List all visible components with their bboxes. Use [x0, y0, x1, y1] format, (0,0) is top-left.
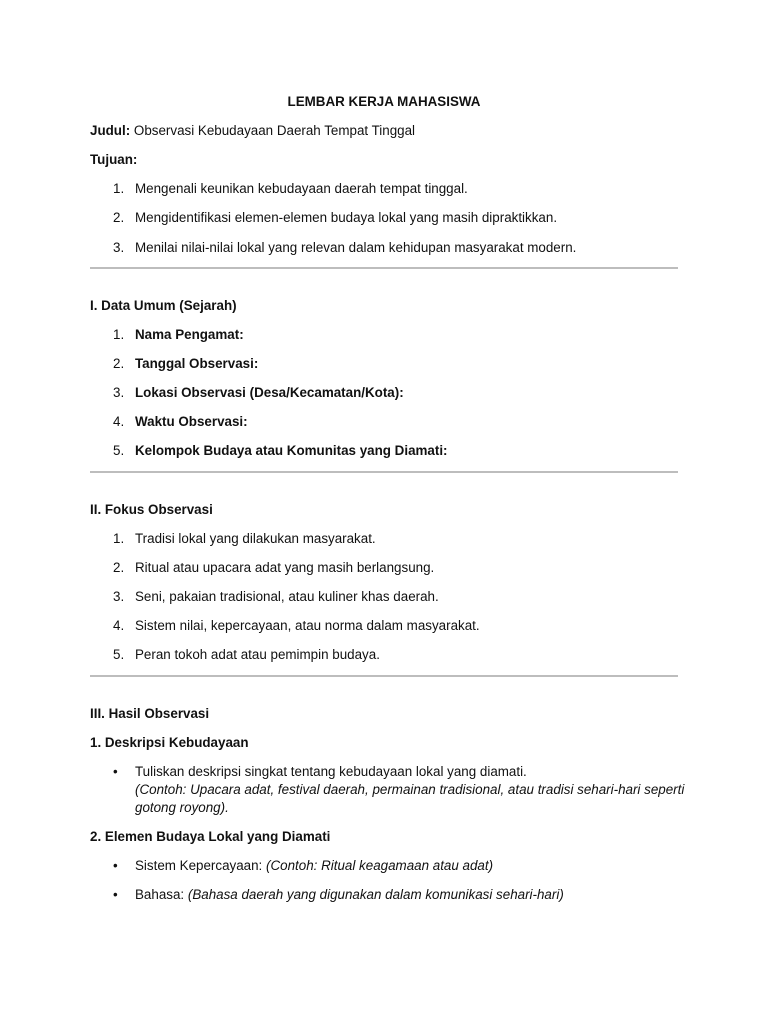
data-umum-item: Waktu Observasi: [135, 414, 248, 429]
fokus-item: Seni, pakaian tradisional, atau kuliner khas daerah. [135, 589, 439, 604]
judul-value: Observasi Kebudayaan Daerah Tempat Tinggal [133, 123, 416, 138]
list-number: 3. [113, 385, 125, 400]
list-number: 1. [113, 327, 125, 342]
horizontal-rule [90, 675, 678, 677]
elemen-item [135, 857, 493, 875]
list-number: 2. [113, 210, 125, 225]
tujuan-item: Mengenali keunikan kebudayaan daerah tempat tinggal. [135, 181, 468, 196]
tujuan-item: Menilai nilai-nilai lokal yang relevan dalam kehidupan masyarakat modern. [135, 240, 577, 255]
horizontal-rule [90, 471, 678, 473]
elemen-example: (Bahasa daerah yang digunakan dalam komunikasi sehari-hari) [187, 887, 564, 902]
data-umum-item: Tanggal Observasi: [135, 356, 259, 371]
list-number: 2. [113, 356, 125, 371]
elemen-label: Sistem Kepercayaan: [135, 858, 263, 873]
list-number: 4. [113, 618, 125, 633]
list-number: 3. [113, 240, 125, 255]
data-umum-item: Nama Pengamat: [135, 327, 244, 342]
list-number: 5. [113, 647, 125, 662]
list-number: 5. [113, 443, 125, 458]
fokus-item: Peran tokoh adat atau pemimpin budaya. [135, 647, 380, 662]
elemen-item [135, 886, 564, 904]
section-heading-data-umum: I. Data Umum (Sejarah) [90, 298, 237, 313]
section-heading-fokus: II. Fokus Observasi [90, 502, 213, 517]
bullet-dot: • [113, 887, 118, 902]
bullet-dot: • [113, 764, 118, 779]
elemen-label: Bahasa: [135, 887, 185, 902]
section-heading-hasil: III. Hasil Observasi [90, 706, 210, 721]
deskripsi-text: Tuliskan deskripsi singkat tentang kebudayaan lokal yang diamati. [135, 764, 527, 779]
deskripsi-example-cont: gotong royong). [135, 800, 229, 815]
list-number: 4. [113, 414, 125, 429]
document-title: LEMBAR KERJA MAHASISWA [287, 94, 481, 109]
list-number: 1. [113, 531, 125, 546]
fokus-item: Ritual atau upacara adat yang masih berlangsung. [135, 560, 435, 575]
list-number: 3. [113, 589, 125, 604]
judul-line [90, 122, 415, 140]
tujuan-item: Mengidentifikasi elemen-elemen budaya lokal yang masih dipraktikkan. [135, 210, 558, 225]
fokus-item: Tradisi lokal yang dilakukan masyarakat. [135, 531, 376, 546]
subheading-deskripsi: 1. Deskripsi Kebudayaan [90, 735, 249, 750]
list-number: 2. [113, 560, 125, 575]
deskripsi-example: (Contoh: Upacara adat, festival daerah, permainan tradisional, atau tradisi sehari-hari seperti [135, 782, 685, 797]
subheading-elemen: 2. Elemen Budaya Lokal yang Diamati [90, 829, 331, 844]
data-umum-item: Lokasi Observasi (Desa/Kecamatan/Kota): [135, 385, 404, 400]
fokus-item: Sistem nilai, kepercayaan, atau norma dalam masyarakat. [135, 618, 480, 633]
tujuan-label: Tujuan: [90, 152, 138, 167]
judul-label: Judul: [90, 123, 131, 138]
list-number: 1. [113, 181, 125, 196]
horizontal-rule [90, 267, 678, 269]
data-umum-item: Kelompok Budaya atau Komunitas yang Diamati: [135, 443, 448, 458]
bullet-dot: • [113, 858, 118, 873]
elemen-example: (Contoh: Ritual keagamaan atau adat) [266, 858, 494, 873]
